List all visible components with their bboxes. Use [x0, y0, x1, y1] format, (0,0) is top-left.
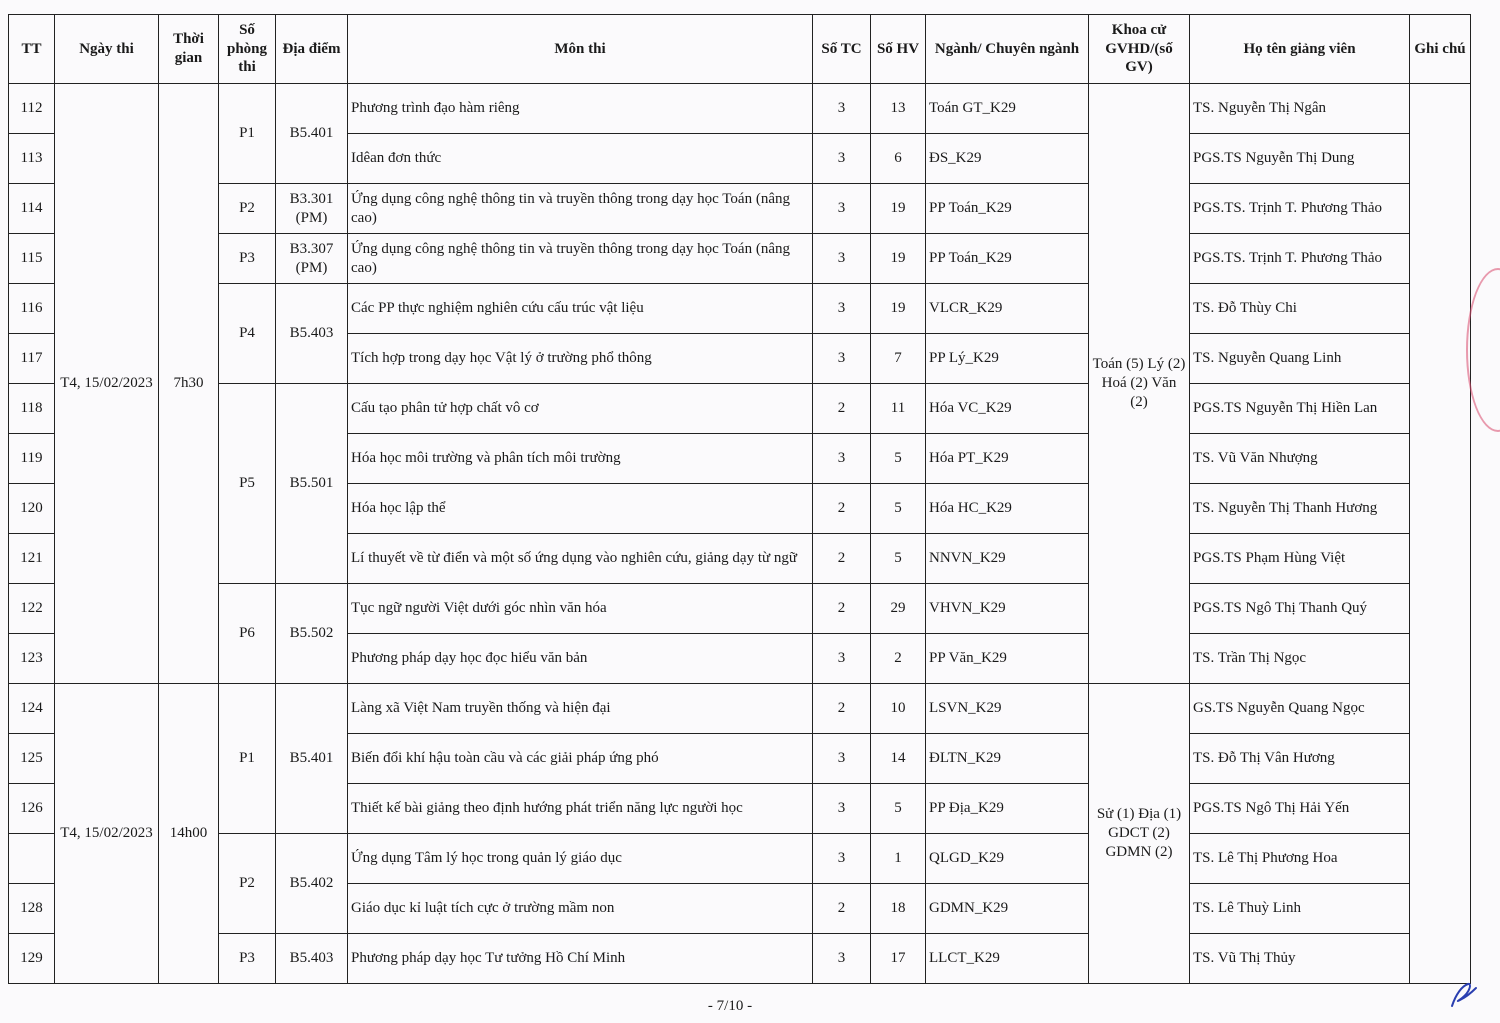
row-major: GDMN_K29: [926, 884, 1089, 934]
row-tt: 120: [9, 484, 55, 534]
row-students: 5: [871, 534, 926, 584]
row-subject: Ứng dụng công nghệ thông tin và truyền thông trong dạy học Toán (nâng cao): [348, 184, 813, 234]
row-credits: 3: [813, 634, 871, 684]
row-lecturer: PGS.TS Nguyễn Thị Dung: [1190, 134, 1410, 184]
row-credits: 3: [813, 134, 871, 184]
row-major: PP Toán_K29: [926, 184, 1089, 234]
row-major: PP Lý_K29: [926, 334, 1089, 384]
session2-faculty: Sử (1) Địa (1) GDCT (2) GDMN (2): [1089, 684, 1190, 984]
row-lecturer: TS. Nguyễn Thị Ngân: [1190, 84, 1410, 134]
row-lecturer: PGS.TS Phạm Hùng Việt: [1190, 534, 1410, 584]
row-tt: 117: [9, 334, 55, 384]
row-tt: 128: [9, 884, 55, 934]
header-tt: TT: [9, 15, 55, 84]
row-subject: Tục ngữ người Việt dưới góc nhìn văn hóa: [348, 584, 813, 634]
row-subject: Lí thuyết về từ điển và một số ứng dụng vào nghiên cứu, giảng dạy từ ngữ: [348, 534, 813, 584]
row-tt: 124: [9, 684, 55, 734]
row-students: 1: [871, 834, 926, 884]
row-subject: Làng xã Việt Nam truyền thống và hiện đại: [348, 684, 813, 734]
row-major: VHVN_K29: [926, 584, 1089, 634]
row-lecturer: TS. Nguyễn Quang Linh: [1190, 334, 1410, 384]
row-students: 6: [871, 134, 926, 184]
row-subject: Ứng dụng Tâm lý học trong quản lý giáo dục: [348, 834, 813, 884]
signature-icon: [1448, 980, 1480, 1010]
room-location: B5.403: [276, 284, 348, 384]
table-row: [9, 684, 1471, 734]
table-row: [9, 584, 1471, 634]
row-major: PP Địa_K29: [926, 784, 1089, 834]
row-credits: 3: [813, 184, 871, 234]
row-major: LLCT_K29: [926, 934, 1089, 984]
session1-time: 7h30: [159, 84, 219, 684]
row-subject: Hóa học môi trường và phân tích môi trường: [348, 434, 813, 484]
header-room-number: Số phòng thi: [219, 15, 276, 84]
row-major: PP Văn_K29: [926, 634, 1089, 684]
room-location: B5.502: [276, 584, 348, 684]
row-students: 10: [871, 684, 926, 734]
row-students: 19: [871, 184, 926, 234]
room-number: P3: [219, 234, 276, 284]
header-row: [9, 15, 1471, 84]
table-row: [9, 234, 1471, 284]
row-lecturer: GS.TS Nguyễn Quang Ngọc: [1190, 684, 1410, 734]
row-lecturer: TS. Vũ Thị Thủy: [1190, 934, 1410, 984]
row-subject: Hóa học lập thể: [348, 484, 813, 534]
row-lecturer: PGS.TS Ngô Thị Hải Yến: [1190, 784, 1410, 834]
row-credits: 3: [813, 234, 871, 284]
row-credits: 2: [813, 384, 871, 434]
row-lecturer: TS. Lê Thuỳ Linh: [1190, 884, 1410, 934]
row-lecturer: PGS.TS. Trịnh T. Phương Thảo: [1190, 234, 1410, 284]
row-students: 14: [871, 734, 926, 784]
row-subject: Idêan đơn thức: [348, 134, 813, 184]
row-major: NNVN_K29: [926, 534, 1089, 584]
row-lecturer: PGS.TS. Trịnh T. Phương Thảo: [1190, 184, 1410, 234]
row-lecturer: TS. Đỗ Thùy Chi: [1190, 284, 1410, 334]
row-major: LSVN_K29: [926, 684, 1089, 734]
row-tt: 123: [9, 634, 55, 684]
header-subject: Môn thi: [348, 15, 813, 84]
row-students: 7: [871, 334, 926, 384]
page-number: - 7/10 -: [707, 998, 753, 1014]
row-tt: 129: [9, 934, 55, 984]
row-credits: 3: [813, 934, 871, 984]
room-number: P1: [219, 84, 276, 184]
row-major: PP Toán_K29: [926, 234, 1089, 284]
row-credits: 2: [813, 884, 871, 934]
header-time: Thời gian: [159, 15, 219, 84]
row-major: ĐS_K29: [926, 134, 1089, 184]
room-number: P5: [219, 384, 276, 584]
row-lecturer: TS. Lê Thị Phương Hoa: [1190, 834, 1410, 884]
table-row: [9, 184, 1471, 234]
room-location: B5.501: [276, 384, 348, 584]
row-students: 17: [871, 934, 926, 984]
room-number: P1: [219, 684, 276, 834]
header-faculty: Khoa cử GVHD/(số GV): [1089, 15, 1190, 84]
row-tt: 116: [9, 284, 55, 334]
row-lecturer: PGS.TS Nguyễn Thị Hiền Lan: [1190, 384, 1410, 434]
notes-column: [1410, 84, 1471, 984]
row-major: Toán GT_K29: [926, 84, 1089, 134]
row-students: 2: [871, 634, 926, 684]
room-number: P2: [219, 834, 276, 934]
room-location: B5.402: [276, 834, 348, 934]
header-students: Số HV: [871, 15, 926, 84]
row-students: 5: [871, 484, 926, 534]
row-credits: 2: [813, 534, 871, 584]
row-credits: 3: [813, 734, 871, 784]
row-credits: 3: [813, 334, 871, 384]
row-credits: 3: [813, 434, 871, 484]
table-row: [9, 84, 1471, 134]
row-lecturer: TS. Vũ Văn Nhượng: [1190, 434, 1410, 484]
row-subject: Thiết kế bài giảng theo định hướng phát triển năng lực người học: [348, 784, 813, 834]
row-lecturer: TS. Đỗ Thị Vân Hương: [1190, 734, 1410, 784]
room-number: P3: [219, 934, 276, 984]
row-subject: Cấu tạo phân tử hợp chất vô cơ: [348, 384, 813, 434]
header-lecturer: Họ tên giảng viên: [1190, 15, 1410, 84]
row-credits: 3: [813, 284, 871, 334]
session2-date: T4, 15/02/2023: [55, 684, 159, 984]
row-lecturer: TS. Nguyễn Thị Thanh Hương: [1190, 484, 1410, 534]
table-row: [9, 934, 1471, 984]
room-location: B3.307 (PM): [276, 234, 348, 284]
row-tt: 122: [9, 584, 55, 634]
room-number: P6: [219, 584, 276, 684]
row-tt: 119: [9, 434, 55, 484]
row-credits: 2: [813, 584, 871, 634]
row-tt: 121: [9, 534, 55, 584]
row-students: 13: [871, 84, 926, 134]
row-credits: 3: [813, 84, 871, 134]
row-students: 19: [871, 234, 926, 284]
row-major: Hóa VC_K29: [926, 384, 1089, 434]
row-subject: Biến đổi khí hậu toàn cầu và các giải pháp ứng phó: [348, 734, 813, 784]
row-major: QLGD_K29: [926, 834, 1089, 884]
header-credits: Số TC: [813, 15, 871, 84]
row-subject: Giáo dục kỉ luật tích cực ở trường mầm non: [348, 884, 813, 934]
row-major: Hóa PT_K29: [926, 434, 1089, 484]
row-subject: Ứng dụng công nghệ thông tin và truyền thông trong dạy học Toán (nâng cao): [348, 234, 813, 284]
header-exam-date: Ngày thi: [55, 15, 159, 84]
row-subject: Phương pháp dạy học đọc hiểu văn bản: [348, 634, 813, 684]
session2-time: 14h00: [159, 684, 219, 984]
row-credits: 3: [813, 834, 871, 884]
row-credits: 2: [813, 684, 871, 734]
table-row: [9, 834, 1471, 884]
session1-faculty: Toán (5) Lý (2) Hoá (2) Văn (2): [1089, 84, 1190, 684]
table-row: [9, 284, 1471, 334]
row-students: 18: [871, 884, 926, 934]
header-major: Ngành/ Chuyên ngành: [926, 15, 1089, 84]
row-tt: 125: [9, 734, 55, 784]
room-location: B5.401: [276, 84, 348, 184]
row-students: 5: [871, 434, 926, 484]
session1-date: T4, 15/02/2023: [55, 84, 159, 684]
row-students: 5: [871, 784, 926, 834]
row-tt: 126: [9, 784, 55, 834]
row-tt: 115: [9, 234, 55, 284]
exam-schedule-table: [8, 14, 1471, 984]
room-location: B3.301 (PM): [276, 184, 348, 234]
row-students: 29: [871, 584, 926, 634]
row-tt: 112: [9, 84, 55, 134]
row-credits: 2: [813, 484, 871, 534]
row-major: Hóa HC_K29: [926, 484, 1089, 534]
row-tt: 118: [9, 384, 55, 434]
row-major: VLCR_K29: [926, 284, 1089, 334]
row-tt: [9, 834, 55, 884]
row-lecturer: TS. Trần Thị Ngọc: [1190, 634, 1410, 684]
room-location: B5.403: [276, 934, 348, 984]
table-row: [9, 384, 1471, 434]
row-tt: 114: [9, 184, 55, 234]
row-subject: Phương trình đạo hàm riêng: [348, 84, 813, 134]
row-subject: Phương pháp dạy học Tư tưởng Hồ Chí Minh: [348, 934, 813, 984]
row-subject: Tích hợp trong dạy học Vật lý ở trường phổ thông: [348, 334, 813, 384]
header-notes: Ghi chú: [1410, 15, 1471, 84]
row-students: 19: [871, 284, 926, 334]
row-tt: 113: [9, 134, 55, 184]
row-subject: Các PP thực nghiệm nghiên cứu cấu trúc vật liệu: [348, 284, 813, 334]
room-number: P4: [219, 284, 276, 384]
header-location: Địa điểm: [276, 15, 348, 84]
row-credits: 3: [813, 784, 871, 834]
room-location: B5.401: [276, 684, 348, 834]
row-students: 11: [871, 384, 926, 434]
room-number: P2: [219, 184, 276, 234]
row-lecturer: PGS.TS Ngô Thị Thanh Quý: [1190, 584, 1410, 634]
row-major: ĐLTN_K29: [926, 734, 1089, 784]
